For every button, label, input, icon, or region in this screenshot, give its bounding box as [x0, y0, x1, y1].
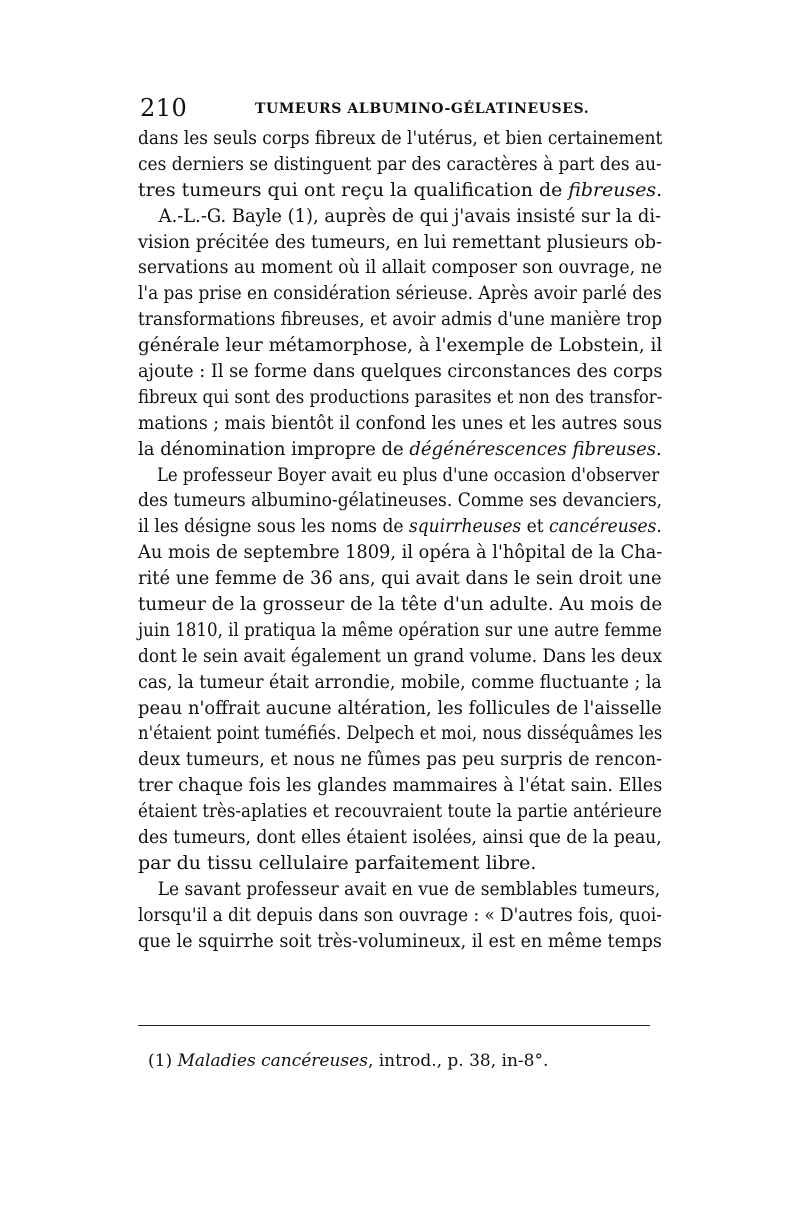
- text-run: .: [656, 515, 662, 538]
- text-run: Au mois de septembre 1809, il opéra à l'hôpital de la Cha-: [138, 541, 663, 564]
- text-run: ces derniers se distinguent par des caractères à part des au-: [138, 152, 662, 175]
- text-line: [138, 851, 662, 877]
- text-line: [138, 126, 663, 152]
- page-number: 210: [140, 94, 188, 122]
- text-run: A.-L.-G. Bayle (1), auprès de qui j'avais insisté sur la di-: [158, 204, 662, 227]
- italic-term: squirrheuses: [408, 515, 522, 538]
- text-run: par du tissu cellulaire parfaitement libre.: [138, 851, 537, 874]
- text-run: l'a pas prise en considération sérieuse. Après avoir parlé des: [138, 282, 662, 305]
- text-line: [138, 385, 663, 411]
- text-run: générale leur métamorphose, à l'exemple de Lobstein, il: [138, 334, 663, 357]
- italic-term: cancéreuses: [549, 515, 657, 538]
- text-run: la dénomination impropre de: [138, 437, 410, 460]
- text-line: [138, 825, 662, 851]
- text-line: [138, 255, 663, 281]
- text-run: trer chaque fois les glandes mammaires à l'état sain. Elles: [138, 774, 663, 797]
- footnote-marker: (1): [148, 1051, 178, 1071]
- text-line: [138, 230, 662, 256]
- text-run: transformations fibreuses, et avoir admis d'une manière trop: [138, 308, 663, 331]
- text-run: des tumeurs albumino-gélatineuses. Comme ses devanciers,: [138, 489, 663, 512]
- text-line: [138, 721, 663, 747]
- text-line: [138, 747, 663, 773]
- text-run: .: [656, 437, 662, 460]
- text-run: peau n'offrait aucune altération, les follicules de l'aisselle: [138, 696, 662, 719]
- text-run: rité une femme de 36 ans, qui avait dans le sein droit une: [138, 567, 662, 590]
- text-run: juin 1810, il pratiqua la même opération sur une autre femme: [138, 618, 662, 641]
- text-run: et: [521, 515, 550, 538]
- text-line: [138, 540, 663, 566]
- text-line: [138, 877, 661, 903]
- text-line: [138, 592, 663, 618]
- text-run: Le professeur Boyer avait eu plus d'une occasion d'observer: [157, 463, 660, 486]
- text-run: dont le sein avait également un grand volume. Dans les deux: [138, 644, 663, 667]
- text-line: [138, 903, 662, 929]
- text-run: ajoute : Il se forme dans quelques circonstances des corps: [138, 360, 663, 383]
- text-line: [138, 773, 663, 799]
- text-run: deux tumeurs, et nous ne fûmes pas peu surpris de rencon-: [138, 748, 663, 771]
- footnote-reference: , introd., p. 38, in-8°.: [367, 1051, 549, 1071]
- footnote-title: Maladies cancéreuses: [177, 1051, 368, 1071]
- text-line: [138, 566, 662, 592]
- footnote: [148, 1051, 548, 1071]
- text-run: fibreux qui sont des productions parasites et non des transfor-: [138, 385, 663, 408]
- body-text: [138, 126, 662, 955]
- text-line: [138, 670, 662, 696]
- italic-term: fibreuses: [568, 178, 657, 201]
- text-run: que le squirrhe soit très-volumineux, il est en même temps: [138, 929, 662, 952]
- text-line: [138, 204, 662, 230]
- footnote-rule: [138, 1025, 650, 1026]
- text-line: [138, 437, 662, 463]
- text-line: [138, 488, 663, 514]
- text-run: tumeur de la grosseur de la tête d'un adulte. Au mois de: [138, 593, 663, 616]
- text-line: [138, 618, 662, 644]
- text-line: [138, 178, 663, 204]
- text-run: dans les seuls corps fibreux de l'utérus, et bien certainement: [138, 127, 663, 149]
- text-run: .: [656, 178, 663, 201]
- text-line: [138, 281, 662, 307]
- italic-term: dégénérescences fibreuses: [409, 437, 657, 460]
- text-line: [138, 929, 662, 955]
- text-run: il les désigne sous les noms de: [138, 515, 409, 538]
- text-line: [138, 514, 662, 540]
- text-line: [138, 333, 663, 359]
- text-line: [138, 411, 663, 437]
- text-line: [138, 359, 663, 385]
- text-run: lorsqu'il a dit depuis dans son ouvrage : « D'autres fois, quoi-: [138, 903, 662, 926]
- text-run: vision précitée des tumeurs, en lui remettant plusieurs ob-: [138, 230, 662, 253]
- text-run: étaient très-aplaties et recouvraient toute la partie antérieure: [138, 800, 662, 823]
- text-line: [138, 799, 662, 825]
- text-line: [138, 152, 662, 178]
- text-run: cas, la tumeur était arrondie, mobile, comme fluctuante ; la: [138, 670, 662, 693]
- text-line: [138, 696, 662, 722]
- text-run: servations au moment où il allait composer son ouvrage, ne: [138, 256, 663, 279]
- text-run: n'étaient point tuméfiés. Delpech et moi, nous disséquâmes les: [138, 722, 663, 745]
- text-run: des tumeurs, dont elles étaient isolées, ainsi que de la peau,: [138, 826, 662, 849]
- running-head: TUMEURS ALBUMINO-GÉLATINEUSES.: [255, 101, 590, 117]
- text-run: Le savant professeur avait en vue de semblables tumeurs,: [157, 877, 661, 900]
- text-run: tres tumeurs qui ont reçu la qualification de: [138, 178, 569, 201]
- text-run: mations ; mais bientôt il confond les unes et les autres sous: [138, 411, 663, 434]
- page-header: [140, 94, 680, 124]
- text-line: [138, 463, 660, 489]
- text-line: [138, 307, 663, 333]
- text-line: [138, 644, 663, 670]
